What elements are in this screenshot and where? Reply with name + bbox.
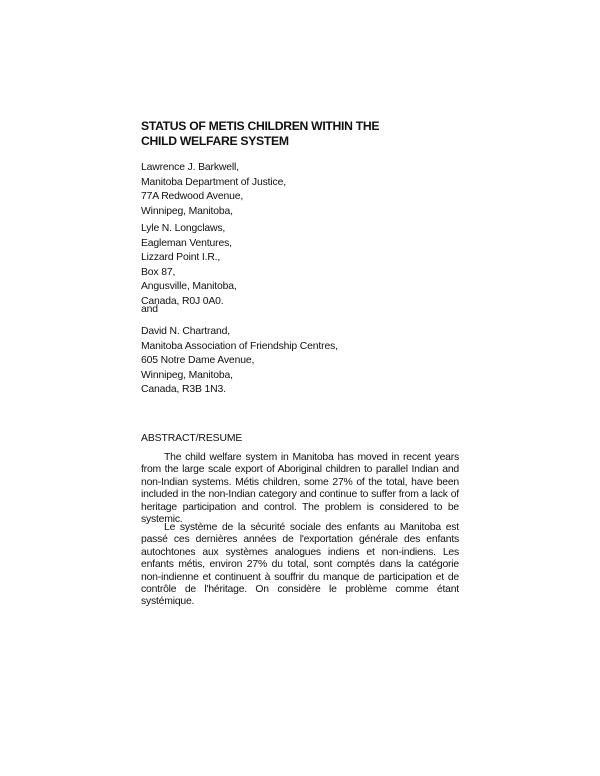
- abstract-heading: ABSTRACT/RESUME: [141, 433, 243, 444]
- author-block-chartrand: [141, 325, 338, 398]
- author-address-line: Box 87,: [141, 266, 176, 278]
- author-address-line: Canada, R3B 1N3.: [141, 384, 226, 395]
- author-name: David N. Chartrand,: [141, 326, 230, 337]
- paper-title-line-2: CHILD WELFARE SYSTEM: [141, 134, 289, 148]
- author-address-line: Angusville, Manitoba,: [141, 281, 237, 292]
- author-address-line: Canada, R0J 0A0.: [141, 295, 224, 307]
- abstract-french-paragraph: Le système de la sécurité sociale des enfants au Manitoba est passé ces dernières années de l'exportation générale des enfants autochtones aux systèmes analogues indiens et non-indiens. Les enfants métis, environ 27% du total, sont comptés dans la catégorie non-indienne et continuent à souffrir du manque de participation et de contrôle de l'héritage. On considère le problème comme étant systémique.: [141, 522, 459, 608]
- and-text: and: [141, 304, 158, 315]
- author-address-line: Lizzard Point I.R.,: [141, 252, 221, 263]
- author-address-line: Winnipeg, Manitoba,: [141, 205, 233, 217]
- paper-title: [141, 119, 471, 149]
- author-name: Lawrence J. Barkwell,: [141, 162, 239, 173]
- author-affiliation: Manitoba Association of Friendship Centres,: [141, 340, 338, 352]
- author-conjunction: [141, 303, 158, 318]
- author-name: Lyle N. Longclaws,: [141, 223, 226, 234]
- author-affiliation: Manitoba Department of Justice,: [141, 176, 286, 188]
- author-address-line: 605 Notre Dame Avenue,: [141, 355, 255, 366]
- author-address-line: 77A Redwood Avenue,: [141, 191, 244, 202]
- paper-title-line-1: STATUS OF METIS CHILDREN WITHIN THE: [141, 119, 380, 133]
- author-block-longclaws: [141, 222, 237, 309]
- author-address-line: Winnipeg, Manitoba,: [141, 369, 233, 381]
- author-affiliation: Eagleman Ventures,: [141, 237, 232, 249]
- author-block-barkwell: [141, 161, 286, 219]
- abstract-english-paragraph: The child welfare system in Manitoba has moved in recent years from the large scale export of Aboriginal children to parallel Indian and non-Indian systems. Métis children, some 27% of the total, have been included in the non-Indian category and continue to suffer from a lack of heritage participation and control. The problem is considered to be systemic.: [141, 452, 459, 526]
